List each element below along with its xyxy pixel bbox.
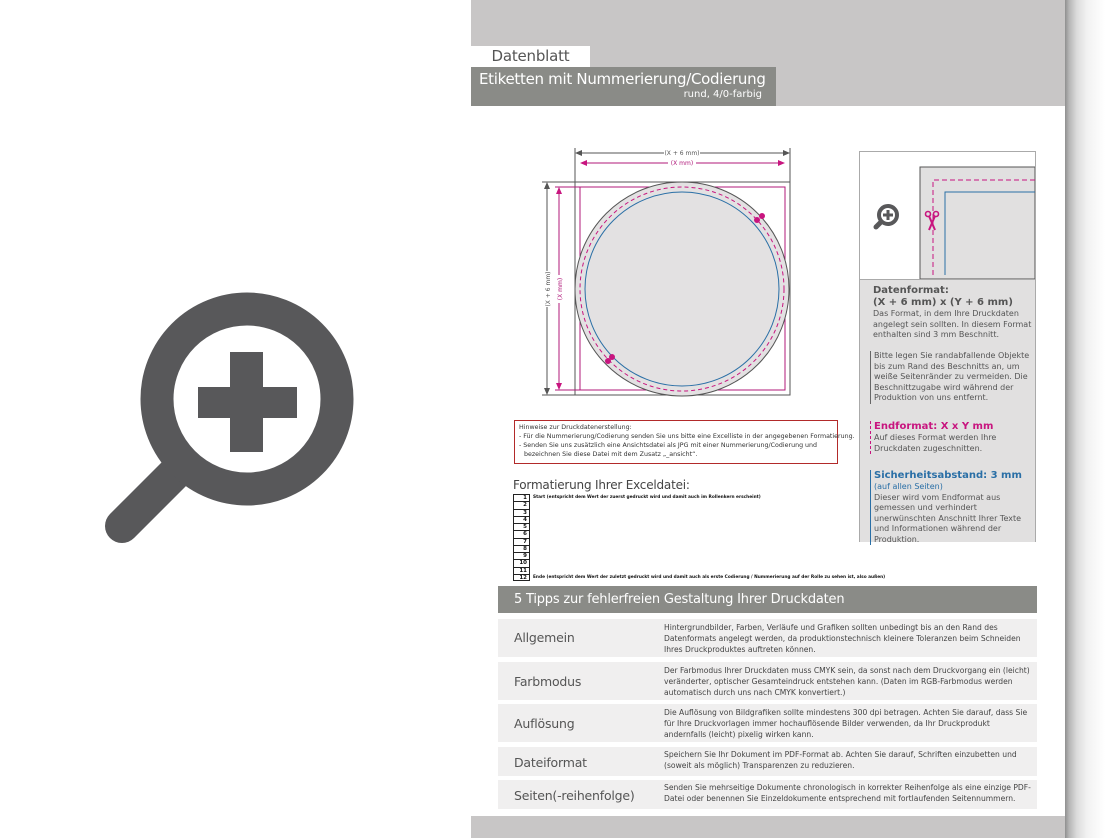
row-number: 6 — [513, 530, 530, 537]
endformat-text: Auf dieses Format werden Ihre Druckdaten zugeschnitten. — [874, 433, 997, 453]
tip-row-dateiformat — [498, 747, 1037, 776]
print-data-hints — [514, 420, 855, 464]
row-number: 4 — [513, 516, 530, 523]
excel-row — [513, 509, 843, 516]
product-title-bar — [471, 67, 776, 106]
product-subtitle: rund, 4/0-farbig — [683, 89, 762, 100]
excel-row — [513, 545, 843, 552]
inner-height-label: (X mm) — [557, 277, 564, 301]
excel-row — [513, 552, 843, 559]
product-title: Etiketten mit Nummerierung/Codierung — [479, 70, 766, 88]
row-label: Ende (entspricht dem Wert der zuletzt gedruckt wird und damit auch als erste Codierung / Nummerierung auf der Rolle zu sehen ist, also außen) — [533, 574, 886, 580]
format-info-text — [860, 279, 1035, 542]
hints-line-3: bezeichnen Sie diese Datei mit dem Zusatz „_ansicht“. — [524, 451, 698, 458]
safety-title: Sicherheitsabstand: 3 mm — [874, 470, 1022, 481]
tip-row-allgemein — [498, 619, 1037, 657]
tip-row-seitenreihenfolge — [498, 780, 1037, 809]
tip-description: Speichern Sie Ihr Dokument im PDF-Format ab. Achten Sie darauf, Schriften einzubetten und (soweit als möglich) Transparenzen zu reduzieren. — [664, 750, 1017, 770]
excel-format-table — [513, 494, 886, 581]
tip-name: Auflösung — [514, 716, 575, 731]
datenformat-value: (X + 6 mm) x (Y + 6 mm) — [873, 297, 1013, 308]
bleed-text: Bitte legen Sie randabfallende Objekte bis zum Rand des Beschnitts an, um weiße Seitenränder zu vermeiden. Die Beschnittzugabe wird während der Produktion von uns entfernt. — [874, 351, 1030, 402]
row-number: 2 — [513, 501, 530, 508]
row-number: 8 — [513, 545, 530, 552]
scissors-icon — [924, 210, 940, 236]
round-label-diagram — [536, 143, 806, 403]
tip-description: Der Farbmodus Ihrer Druckdaten muss CMYK sein, da sonst nach dem Druckvorgang ein (leicht) veränderter, optischer Gesamteindruck entstehen kann. (Daten im RGB-Farbmodus werden automatisch durch uns nach CMYK konvertiert.) — [664, 666, 1030, 697]
tip-name: Allgemein — [514, 630, 575, 645]
row-number: 11 — [513, 567, 530, 574]
inner-width-label: (X mm) — [670, 160, 694, 167]
outer-height-label: (X + 6 mm) — [545, 271, 552, 307]
tips-header: 5 Tipps zur fehlerfreien Gestaltung Ihrer Druckdaten — [498, 586, 1037, 613]
hints-title: Hinweise zur Druckdatenerstellung: — [519, 424, 632, 431]
bleed-detail-illustration — [860, 152, 1035, 279]
row-number: 5 — [513, 523, 530, 530]
page-shadow — [1065, 0, 1117, 838]
datasheet-tab-label: Datenblatt — [471, 46, 590, 67]
tip-name: Farbmodus — [514, 674, 582, 689]
hints-line-1: - Für die Nummerierung/Codierung senden Sie uns bitte eine Excelliste in der angegebenen Formatierung. — [519, 433, 855, 440]
row-number: 12 — [513, 574, 530, 581]
row-number: 1 — [513, 494, 530, 501]
excel-row — [513, 559, 843, 566]
row-number: 10 — [513, 559, 530, 566]
excel-row — [513, 530, 843, 537]
excel-row — [513, 516, 843, 523]
hints-line-2: - Senden Sie uns zusätzlich eine Ansichtsdatei als JPG mit einer Nummerierung/Codierung und — [519, 442, 818, 449]
row-number: 3 — [513, 509, 530, 516]
excel-row — [513, 523, 843, 530]
zoom-in-icon[interactable] — [872, 201, 902, 235]
page-footer-band — [471, 816, 1065, 838]
tip-name: Dateiformat — [514, 755, 587, 770]
tip-description: Senden Sie mehrseitige Dokumente chronologisch in korrekter Reihenfolge als eine einzige PDF-Datei oder benennen Sie Einzeldokumente entsprechend mit fortlaufenden Seitennummern. — [664, 783, 1031, 803]
excel-row — [513, 574, 886, 581]
datenformat-title: Datenformat: — [873, 285, 949, 296]
excel-row — [513, 567, 843, 574]
outer-width-label: (X + 6 mm) — [664, 150, 700, 157]
tip-row-aufloesung — [498, 704, 1037, 742]
tip-description: Die Auflösung von Bildgrafiken sollte mindestens 300 dpi betragen. Achten Sie darauf, dass Sie für Ihre Druckvorlagen immer hochauflösende Bilder verwenden, da Ihr Druckprodukt andernfalls (leicht) pixelig wirken kann. — [664, 708, 1028, 739]
tip-description: Hintergrundbilder, Farben, Verläufe und Grafiken sollten unbedingt bis an den Rand des Datenformats angelegt werden, da produktionstechnisch kleinere Toleranzen beim Schneiden Ihres Druckproduktes auftreten können. — [664, 623, 1021, 654]
safety-subtitle: (auf allen Seiten) — [874, 482, 943, 491]
safety-text: Dieser wird vom Endformat aus gemessen und verhindert unerwünschten Anschnitt Ihrer Texte und Informationen während der Produktion. — [874, 492, 1022, 544]
row-label: Start (entspricht dem Wert der zuerst gedruckt wird und damit auch im Rollenkern erscheint) — [533, 495, 761, 500]
tip-name: Seiten(-reihenfolge) — [514, 788, 635, 803]
excel-row — [513, 494, 843, 501]
endformat-title: Endformat: X x Y mm — [874, 421, 994, 432]
zoom-in-icon[interactable] — [95, 285, 365, 555]
tip-row-farbmodus — [498, 662, 1037, 700]
format-info-box — [859, 151, 1036, 542]
excel-format-title: Formatierung Ihrer Exceldatei: — [513, 478, 690, 492]
excel-row — [513, 538, 843, 545]
row-number: 9 — [513, 552, 530, 559]
datenformat-text: Das Format, in dem Ihre Druckdaten angelegt sein sollten. In diesem Format enthalten sind 3 mm Beschnitt. — [873, 309, 1032, 339]
excel-row — [513, 501, 843, 508]
row-number: 7 — [513, 538, 530, 545]
